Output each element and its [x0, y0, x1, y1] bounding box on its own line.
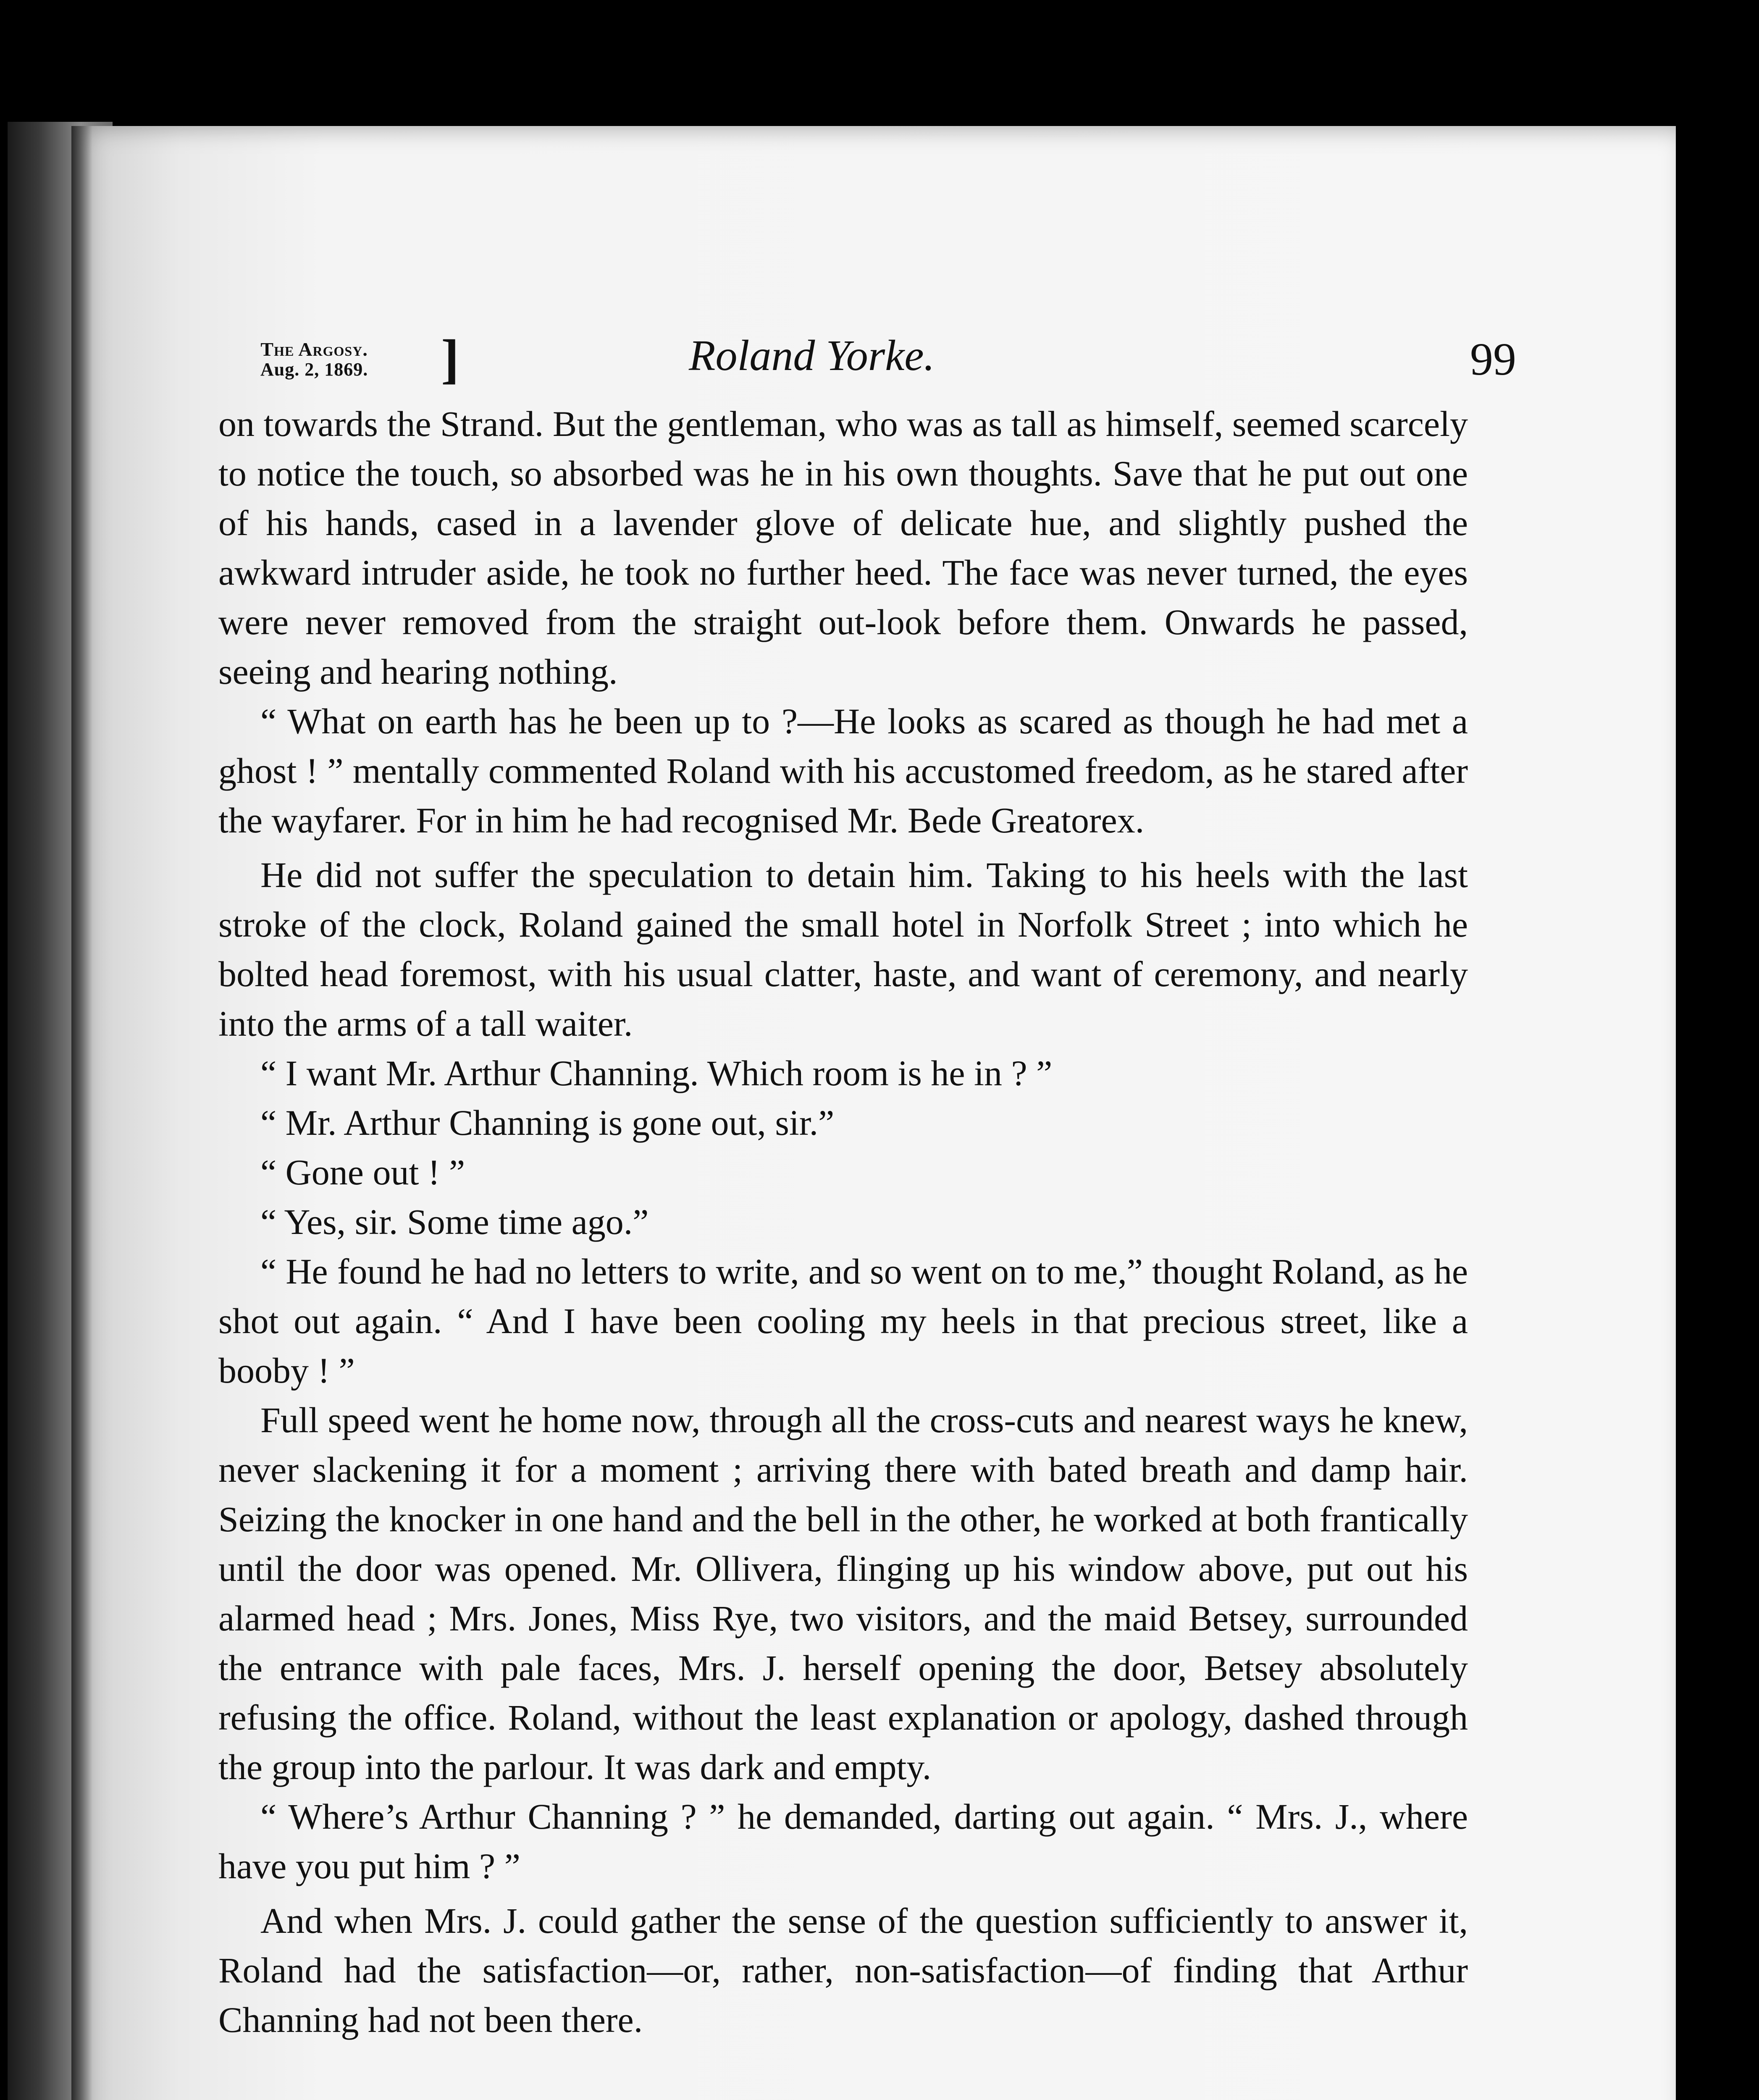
gutter-shadow — [71, 126, 92, 2100]
paragraph: “ Mr. Arthur Channing is gone out, sir.” — [260, 1102, 835, 1143]
paragraph: And when Mrs. J. could gather the sense of the question sufficiently to answer it, Roland had the satisfaction—or, rather, non-satisfaction—of finding that Arthur Channing had not been there. — [218, 1900, 1468, 2040]
paragraph: “ What on earth has he been up to ?—He looks as scared as though he had met a ghost ! ” mentally commented Roland with his accustomed freedom, as he stared after the wayfarer. For in him he had recognised Mr. Bede Greatorex. — [218, 701, 1468, 840]
paragraph: Full speed went he home now, through all the cross-cuts and nearest ways he knew, never slackening it for a moment ; arriving there with bated breath and damp hair. Seizing the knocker in one hand and the bell in the other, he worked at both frantically until the door was opened. Mr. Ollivera, flinging up his window above, put out his alarmed head ; Mrs. Jones, Miss Rye, two visitors, and the maid Betsey, surrounded the entrance with pale faces, Mrs. J. herself opening the door, Betsey absolutely refusing the office. Roland, without the least explanation or apology, dashed through the group into the parlour. It was dark and empty. — [218, 1400, 1468, 1787]
source-date: Aug. 2, 1869. — [260, 359, 368, 380]
paragraph: “ Gone out ! ” — [260, 1152, 465, 1192]
running-header — [260, 323, 1516, 391]
page-number: 99 — [1470, 333, 1516, 385]
paragraph: “ Yes, sir. Some time ago.” — [260, 1202, 649, 1242]
paragraph: “ Where’s Arthur Channing ? ” he demanded, darting out again. “ Mrs. J., where have you put him ? ” — [218, 1796, 1468, 1886]
paragraph: “ He found he had no letters to write, and so went on to me,” thought Roland, as he shot out again. “ And I have been cooling my heels in that precious street, like a booby ! ” — [218, 1251, 1468, 1391]
paragraph: on towards the Strand. But the gentleman, who was as tall as himself, seemed scarcely to notice the touch, so absorbed was he in his own thoughts. Save that he put out one of his hands, cased in a lavender glove of delicate hue, and slightly pushed the awkward intruder aside, he took no further heed. The face was never turned, the eyes were never removed from the straight out-look before them. Onwards he passed, seeing and hearing nothing. — [218, 404, 1468, 692]
running-source — [260, 339, 368, 380]
paragraph: He did not suffer the speculation to detain him. Taking to his heels with the last stroke of the clock, Roland gained the small hotel in Norfolk Street ; into which he bolted head foremost, with his usual clatter, haste, and want of ceremony, and nearly into the arms of a tall waiter. — [218, 855, 1468, 1044]
body-text — [218, 399, 1468, 2045]
source-name: The Argosy. — [260, 339, 368, 360]
running-title: Roland Yorke. — [689, 331, 935, 380]
paragraph: “ I want Mr. Arthur Channing. Which room is he in ? ” — [260, 1053, 1053, 1093]
header-bracket: ] — [441, 329, 459, 389]
